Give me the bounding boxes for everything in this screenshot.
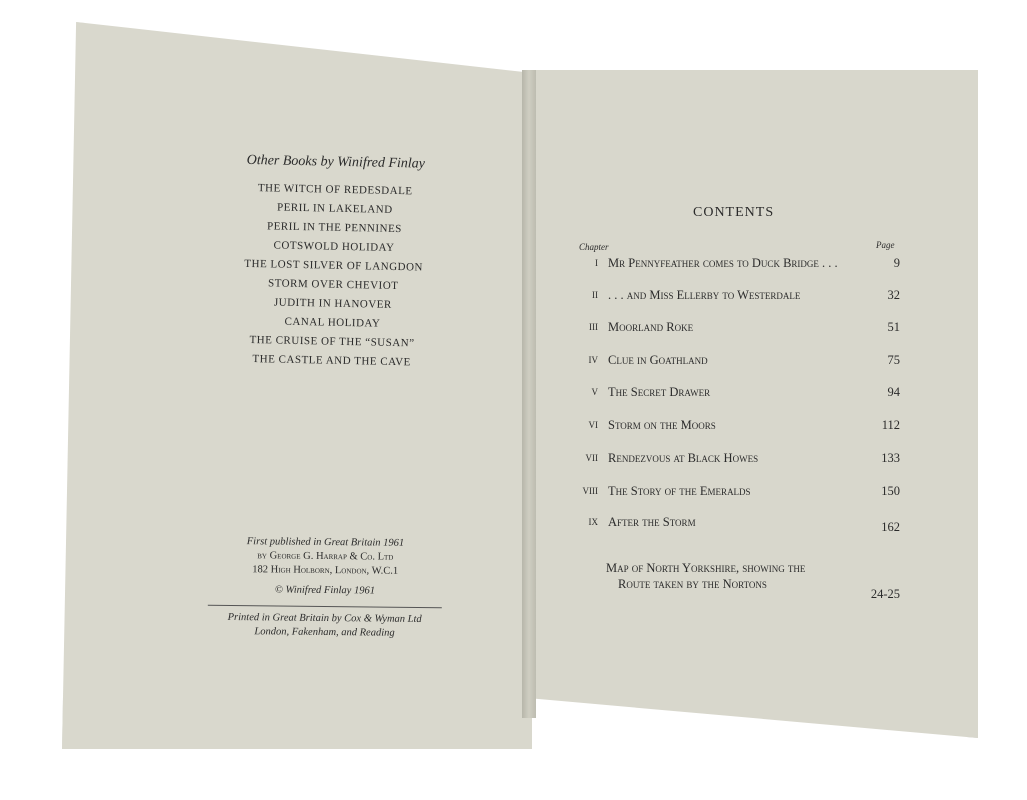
contents-title: CONTENTS bbox=[693, 205, 775, 220]
chapter-row bbox=[578, 515, 900, 533]
chapter-page: 75 bbox=[887, 353, 900, 367]
chapter-page: 51 bbox=[887, 320, 900, 334]
publication-info bbox=[199, 535, 450, 642]
map-title-line: Route taken by the Nortons bbox=[618, 577, 767, 591]
chapter-number: IV bbox=[588, 355, 598, 365]
chapter-number: I bbox=[595, 258, 598, 268]
chapter-title: Mr Pennyfeather comes to Duck Bridge . . . bbox=[608, 256, 838, 270]
chapter-row bbox=[578, 484, 900, 502]
chapter-title: Storm on the Moors bbox=[608, 418, 716, 432]
chapter-row bbox=[578, 353, 900, 371]
chapter-number: II bbox=[592, 290, 598, 300]
chapter-row bbox=[578, 451, 900, 469]
publication-line: First published in Great Britain 1961 bbox=[246, 536, 405, 549]
map-entry bbox=[606, 560, 900, 601]
chapter-row bbox=[578, 418, 900, 436]
chapter-page: 162 bbox=[881, 520, 900, 534]
chapter-row bbox=[578, 256, 900, 274]
chapter-title: Moorland Roke bbox=[608, 320, 694, 334]
book-spine bbox=[522, 70, 536, 718]
chapter-row bbox=[578, 385, 900, 403]
chapter-number: VI bbox=[588, 420, 598, 430]
chapter-page: 150 bbox=[881, 484, 900, 498]
publisher-address: 182 High Holborn, London, W.C.1 bbox=[252, 564, 399, 577]
page-column-header: Page bbox=[876, 240, 895, 250]
chapter-row bbox=[578, 320, 900, 338]
book-title: PERIL IN LAKELAND bbox=[276, 201, 393, 216]
chapter-number: III bbox=[589, 322, 598, 332]
map-title-line: Map of North Yorkshire, showing the bbox=[606, 561, 806, 575]
divider bbox=[208, 605, 442, 608]
printer-line: Printed in Great Britain by Cox & Wyman Ltd bbox=[227, 611, 422, 626]
chapter-number: VII bbox=[585, 453, 598, 463]
book-title: THE WITCH OF REDESDALE bbox=[257, 182, 413, 198]
map-page: 24-25 bbox=[870, 587, 900, 601]
chapter-number: IX bbox=[588, 517, 598, 527]
chapter-column-header: Chapter bbox=[579, 242, 609, 252]
chapter-title: The Story of the Emeralds bbox=[608, 484, 751, 498]
book-title: THE CRUISE OF THE “SUSAN” bbox=[249, 333, 415, 350]
chapter-title: Clue in Goathland bbox=[608, 353, 708, 367]
chapter-page: 112 bbox=[881, 418, 900, 432]
chapter-row bbox=[578, 288, 900, 306]
right-page bbox=[526, 70, 978, 738]
book-title: COTSWOLD HOLIDAY bbox=[273, 239, 395, 254]
chapter-page: 133 bbox=[881, 451, 900, 465]
chapter-page: 94 bbox=[887, 385, 900, 399]
copyright-line: © Winifred Finlay 1961 bbox=[274, 584, 376, 597]
book-title: THE LOST SILVER OF LANGDON bbox=[244, 257, 424, 274]
printer-locations: London, Fakenham, and Reading bbox=[254, 626, 395, 639]
chapter-page: 9 bbox=[893, 256, 900, 270]
chapter-page: 32 bbox=[887, 288, 900, 302]
chapter-title: After the Storm bbox=[608, 515, 696, 529]
book-title: STORM OVER CHEVIOT bbox=[267, 277, 399, 293]
chapter-title: The Secret Drawer bbox=[608, 385, 711, 399]
other-books-title: Other Books by Winifred Finlay bbox=[246, 152, 426, 172]
book-title: PERIL IN THE PENNINES bbox=[266, 220, 402, 236]
book-title: THE CASTLE AND THE CAVE bbox=[252, 353, 411, 369]
chapter-number: V bbox=[591, 387, 598, 397]
other-books-list bbox=[200, 152, 466, 373]
chapter-number: VIII bbox=[582, 486, 598, 496]
chapter-title: . . . and Miss Ellerby to Westerdale bbox=[608, 288, 801, 302]
book-title: CANAL HOLIDAY bbox=[284, 315, 381, 330]
publisher-line: by George G. Harrap & Co. Ltd bbox=[257, 550, 394, 563]
book-title: JUDITH IN HANOVER bbox=[273, 296, 392, 311]
left-page bbox=[62, 22, 532, 749]
chapter-title: Rendezvous at Black Howes bbox=[608, 451, 759, 465]
